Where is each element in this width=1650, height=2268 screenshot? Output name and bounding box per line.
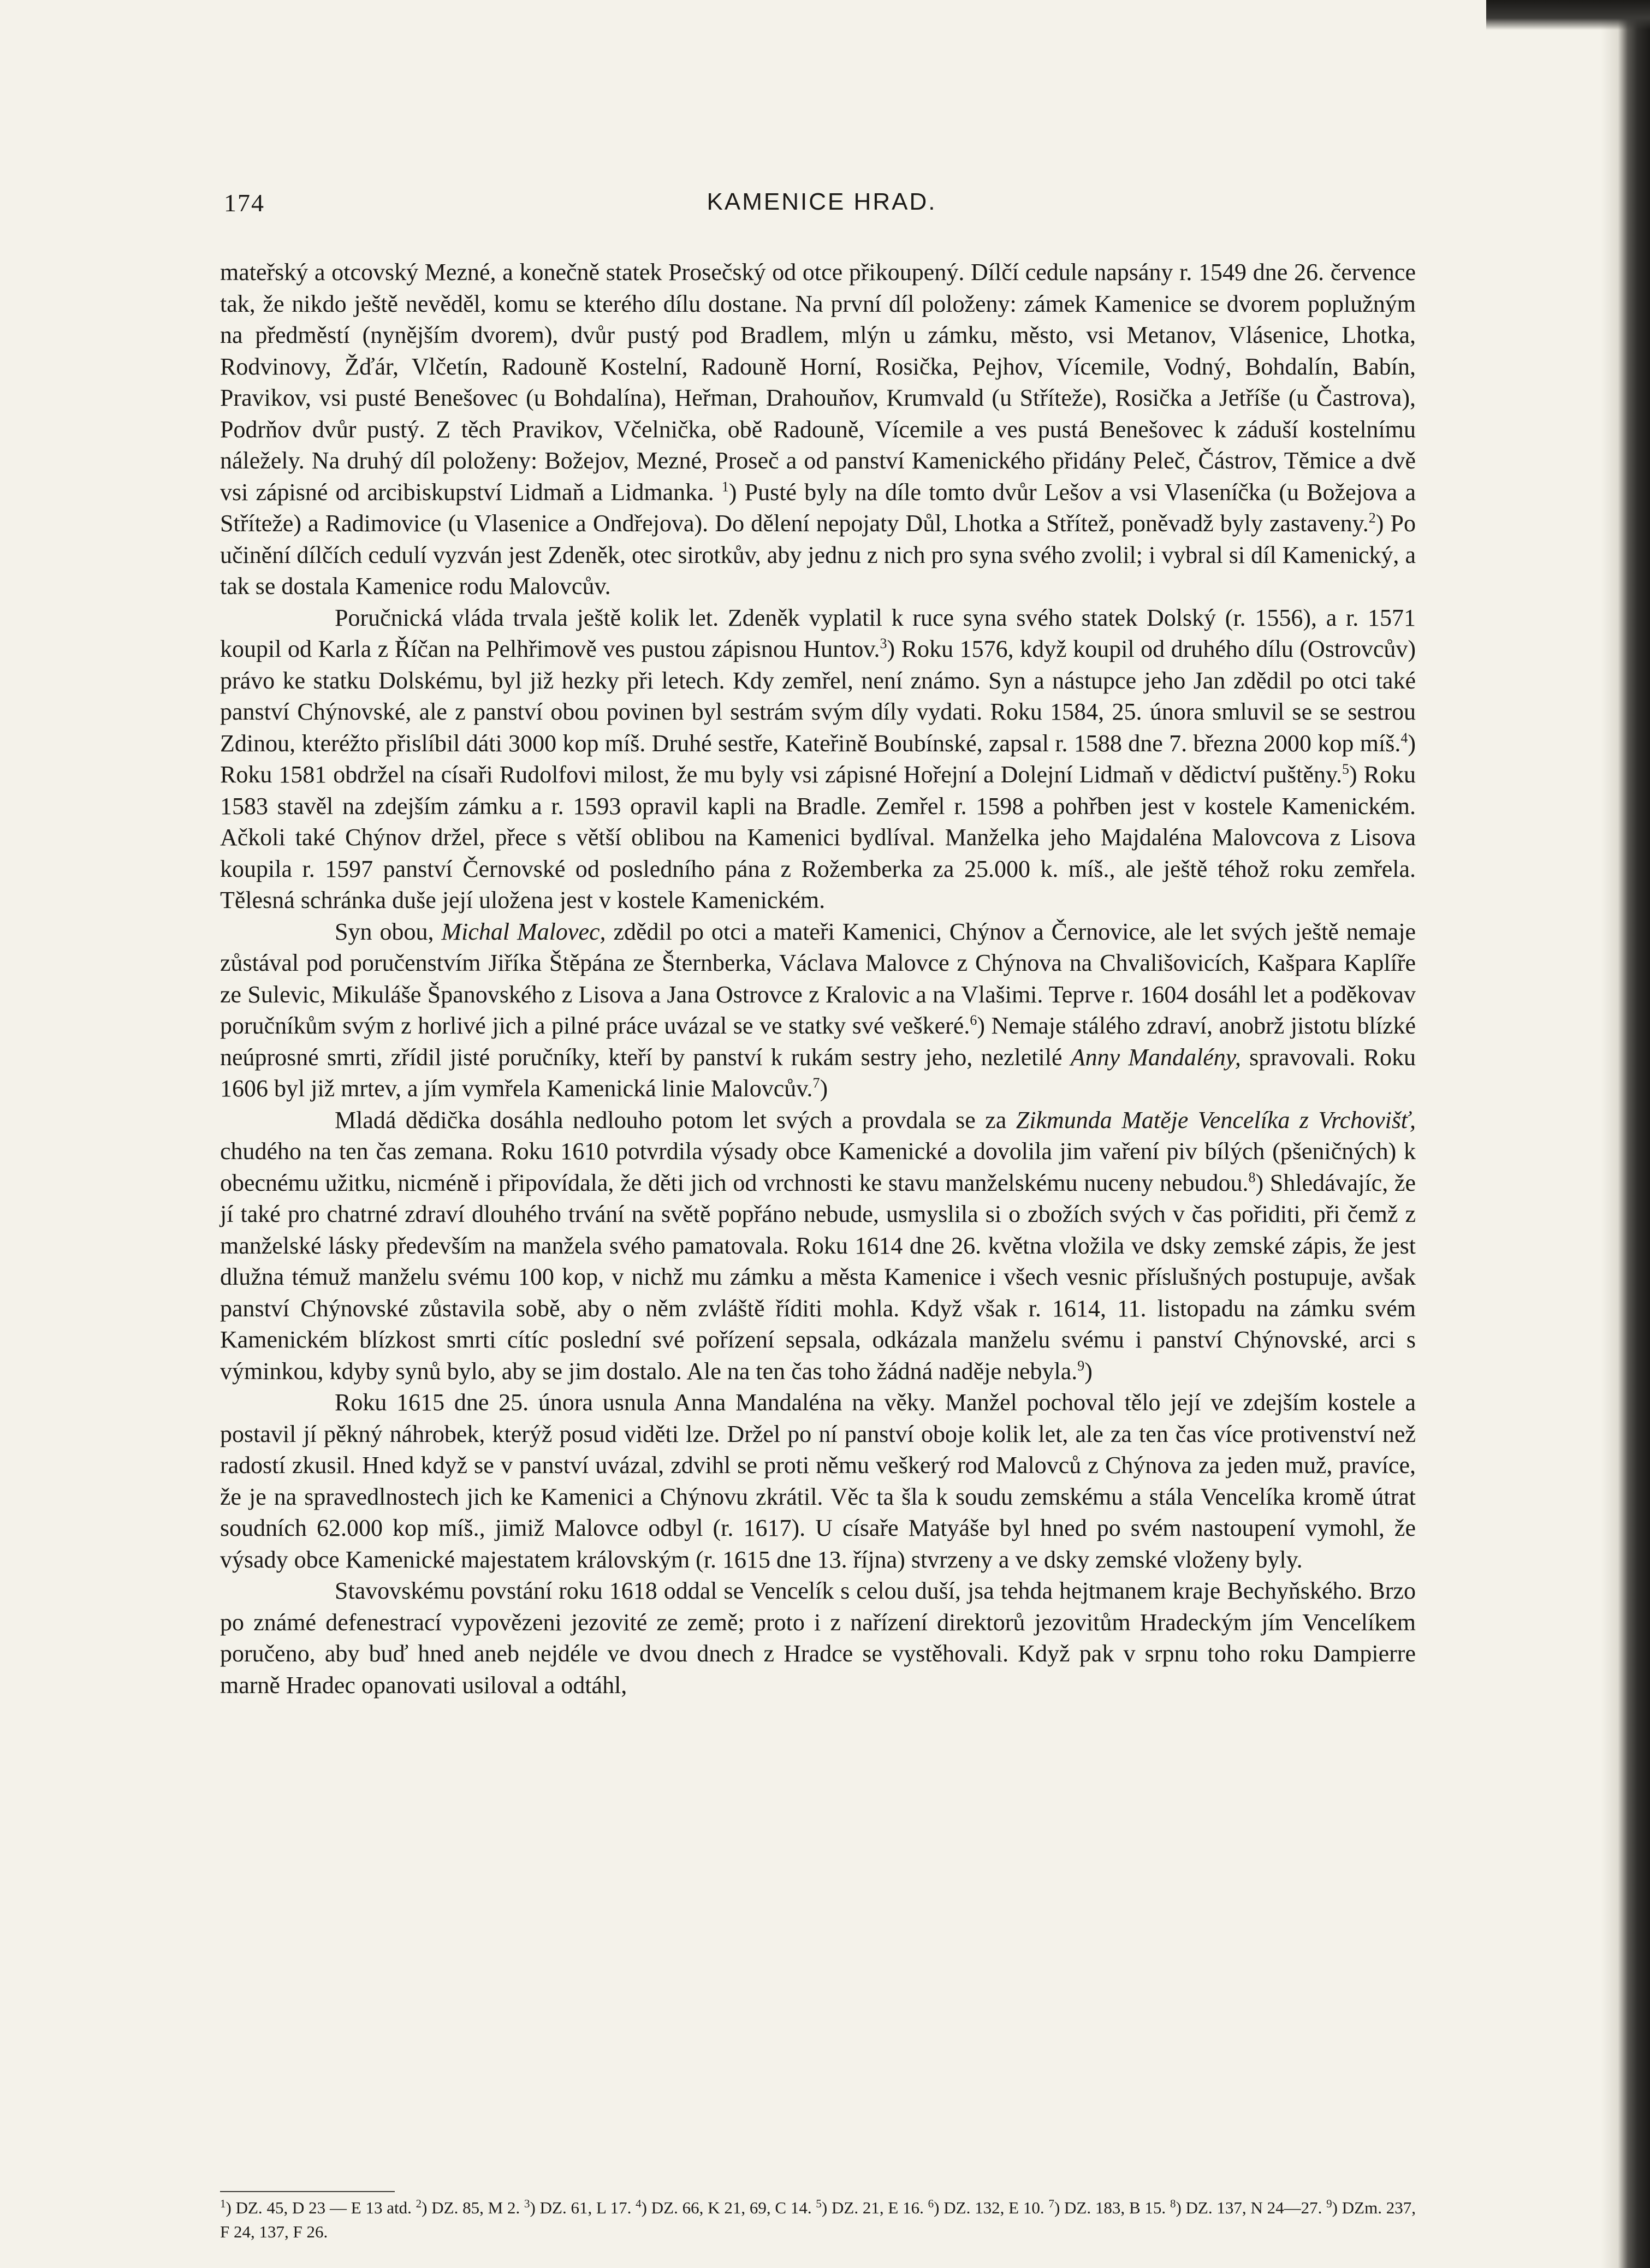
text-run: mateřský a otcovský Mezné, a konečně statek Prosečský od otce přikoupený. Dílčí cedule napsány r. 1549 dne 26. července tak, že nikdo ještě nevěděl, komu se kterého dílu dostane. Na první díl položeny: zámek Kamenice se dvorem poplužným na předměstí (nynějším dvorem), dvůr pustý pod Bradlem, mlýn u zámku, město, vsi Metanov, Vlásenice, Lhotka, Rodvinovy, Žďár, Vlčetín, Radouně Kostelní, Radouně Horní, Rosička, Pejhov, Vícemile, Vodný, Bohdalín, Babín, Pravikov, vsi pusté Benešovec (u Bohdalína), Heřman, Drahouňov, Krumvald (u Stříteže), Rosička a Jetříše (u Častrova), Podrňov dvůr pustý. Z těch Pravikov, Včelnička, obě Radouně, Vícemile a ves pustá Benešovec k záduší kostelnímu náležely. Na druhý díl položeny: Božejov, Mezné, Proseč a od panství Kamenického přidány Peleč, Částrov, Těmice a dvě vsi zápisné od arcibiskupství Lidmaň a Lidmanka.	[220, 259, 1416, 506]
page-header	[224, 188, 1420, 227]
footnote-marker: 7	[812, 1075, 820, 1091]
text-run: Poručnická vláda trvala ještě kolik let. Zdeněk vyplatil k ruce syna svého statek Dolský (r. 1556), a r. 1571 koupil od Karla z Říčan na Pelhřimově ves pustou zápisnou Huntov.	[220, 604, 1416, 662]
footnote-number: 4	[636, 2197, 642, 2210]
text-run: Roku 1615 dne 25. února usnula Anna Mandaléna na věky. Manžel pochoval tělo její ve zdejším kostele a postavil jí pěkný náhrobek, kterýž posud viděti lze. Držel po ní panství oboje kolik let, ale za ten čas více protivenství než radostí zkusil. Hned když se v panství uvázal, zdvihl se proti němu veškerý rod Malovců z Chýnova za jeden muž, pravíce, že je na spravedlnostech jich ke Kamenici a Chýnovu zkrátil. Věc ta šla k soudu zemskému a stála Vencelíka kromě útrat soudních 62.000 kop míš., jimiž Malovce odbyl (r. 1617). U císaře Matyáše byl hned po svém nastoupení vymohl, že výsady obce Kamenické majestatem královským (r. 1615 dne 13. října) stvrzeny a ve dsky zemské vloženy byly.	[220, 1389, 1416, 1573]
footnote-text: ) DZ. 66, K 21, 69, C 14.	[641, 2198, 816, 2217]
text-run: spravovali. Roku 1606 byl již mrtev, a jím vymřela Kamenická linie Malovcův.	[220, 1043, 1416, 1102]
text-run: chudého na ten čas zemana. Roku 1610 potvrdila výsady obce Kamenické a dovolila jim vaření piv bílých (pšeničných) k obecnému užitku, nicméně i připovídala, že děti jich od vrchnosti ke stavu manželskému nuceny nebudou.	[220, 1138, 1416, 1196]
paragraph	[220, 602, 1416, 916]
text-run: Mladá dědička dosáhla nedlouho potom let svých a provdala se za	[335, 1106, 1016, 1133]
text-run: ) Roku 1576, když koupil od druhého dílu (Ostrovcův) právo ke statku Dolskému, byl již hezky při letech. Kdy zemřel, není známo. Syn a nástupce jeho Jan zdědil po otci také panství Chýnovské, ale z panství obou povinen byl sestrám svým díly vydati. Roku 1584, 25. února smluvil se se sestrou Zdinou, kteréžto přislíbil dáti 3000 kop míš. Druhé sestře, Kateřině Boubínské, zapsal r. 1588 dne 7. března 2000 kop míš.	[220, 636, 1416, 757]
footnote-text: ) DZm. 237, F 24, 137, F 26.	[220, 2198, 1416, 2241]
page-edge-shadow	[1601, 0, 1650, 2268]
footnote-number: 2	[416, 2197, 422, 2210]
footnote	[928, 2198, 1049, 2217]
text-run: zdědil po otci a mateři Kamenici, Chýnov a Černovice, ale let svých ještě nemaje zůstával pod poručenstvím Jiříka Štěpána ze Šternberka, Václava Malovce z Chýnova na Chvališovicích, Kašpara Kaplíře ze Sulevic, Mikuláše Španovského z Lisova a Jana Ostrovce z Kralovic a na Vlašimi. Teprve r. 1604 dosáhl let a poděkovav poručníkům svým z horlivé jich a pilné práce uvázal se ve statky své veškeré.	[220, 918, 1416, 1039]
footnote	[816, 2198, 928, 2217]
footnote-number: 9	[1326, 2197, 1332, 2210]
footnote-text: ) DZ. 21, E 16.	[821, 2198, 928, 2217]
footnote-number: 5	[816, 2197, 822, 2210]
footnote-number: 6	[928, 2197, 934, 2210]
footnote-number: 7	[1048, 2197, 1054, 2210]
footnote-marker: 9	[1077, 1357, 1085, 1374]
footnote-text: ) DZ. 137, N 24—27.	[1176, 2198, 1327, 2217]
footnote-rule	[220, 2191, 395, 2192]
italic-name: Michal Malovec,	[441, 918, 606, 945]
footnote-marker: 1	[721, 478, 729, 495]
text-run: )	[820, 1075, 828, 1102]
page-number: 174	[224, 189, 265, 217]
text-run: ) Shledávajíc, že jí také pro chatrné zdraví dlouhého trvání na světě popřáno nebude, usmyslila si o zbožích svých v čas pořiditi, při čemž z manželské lásky především na manžela svého pamatovala. Roku 1614 dne 26. května vložila ve dsky zemské zápis, že jest dlužna témuž manželu svému 100 kop, v nichž mu zámku a města Kamenice i všech vesnic příslušných postupuje, avšak panství Chýnovské zůstavila sobě, aby o něm zvláště říditi mohla. Když však r. 1614, 11. listopadu na zámku svém Kamenickém blízkost smrti cítíc poslední své pořízení sepsala, odkázala manželu svému i panství Chýnovské, arci s výminkou, kdyby synů bylo, aby se jim dostalo. Ale na ten čas toho žádná naděje nebyla.	[220, 1169, 1416, 1385]
footnotes	[220, 2196, 1416, 2244]
text-run: Syn obou,	[335, 918, 442, 945]
footnote-marker: 4	[1400, 729, 1408, 746]
footnote	[1170, 2198, 1326, 2217]
body-text	[220, 257, 1416, 1701]
footnote	[524, 2198, 636, 2217]
footnote-marker: 8	[1248, 1169, 1256, 1185]
running-title: KAMENICE HRAD.	[707, 188, 937, 215]
text-run: )	[1084, 1357, 1093, 1385]
footnote	[636, 2198, 816, 2217]
text-run: ) Roku 1583 stavěl na zdejším zámku a r. 1593 opravil kapli na Bradle. Zemřel r. 1598 a pohřben jest v kostele Kamenickém. Ačkoli také Chýnov držel, přece s větší oblibou na Kamenici bydlíval. Manželka jeho Majdaléna Malovcova z Lisova koupila r. 1597 panství Černovské od posledního pána z Rožemberka za 25.000 k. míš., ale ještě téhož roku zemřela. Tělesná schránka duše její uložena jest v kostele Kamenickém.	[220, 761, 1416, 913]
footnote-marker: 2	[1368, 510, 1376, 526]
text-run: ) Pusté byly na díle tomto dvůr Lešov a vsi Vlaseníčka (u Božejova a Stříteže) a Radimovice (u Vlasenice a Ondřejova). Do dělení nepojaty Důl, Lhotka a Střítež, poněvadž byly zastaveny.	[220, 478, 1416, 537]
footnote-text: ) DZ. 132, E 10.	[934, 2198, 1049, 2217]
footnote-text: ) DZ. 61, L 17.	[530, 2198, 636, 2217]
paragraph	[220, 1387, 1416, 1575]
italic-name: Zikmunda Matěje Vencelíka z Vrchovišť,	[1016, 1106, 1416, 1133]
text-run: ) Nemaje stálého zdraví, anobrž jistotu blízké neúprosné smrti, zřídil jisté poručníky, kteří by panství k rukám sestry jeho, nezletilé	[220, 1012, 1416, 1071]
footnote	[220, 2198, 416, 2217]
paragraph	[220, 1105, 1416, 1387]
footnote-marker: 6	[970, 1012, 977, 1028]
paragraph	[220, 257, 1416, 602]
footnote-number: 8	[1170, 2197, 1176, 2210]
text-run: ) Po učinění dílčích cedulí vyzván jest Zdeněk, otec sirotkův, aby jednu z nich pro syna svého zvolil; i vybral si díl Kamenický, a tak se dostala Kamenice rodu Malovcův.	[220, 510, 1416, 599]
page-corner-shadow	[1486, 0, 1650, 30]
text-run: Stavovskému povstání roku 1618 oddal se Vencelík s celou duší, jsa tehda hejtmanem kraje Bechyňského. Brzo po známé defenestrací vypovězeni jezovité ze země; proto i z nařízení direktorů jezovitům Hradeckým jím Vencelíkem poručeno, aby buď hned aneb nejdéle ve dvou dnech z Hradce se vystěhovali. Když pak v srpnu toho roku Dampierre marně Hradec opanovati usiloval a odtáhl,	[220, 1577, 1416, 1699]
italic-name: Anny Mandalény,	[1070, 1043, 1241, 1071]
footnote	[416, 2198, 524, 2217]
footnote-text: ) DZ. 45, D 23 — E 13 atd.	[225, 2198, 416, 2217]
paragraph	[220, 916, 1416, 1105]
text-run: ) Roku 1581 obdržel na císaři Rudolfovi milost, že mu byly vsi zápisné Hořejní a Dolejní Lidmaň v dědictví puštěny.	[220, 729, 1416, 788]
footnote-number: 1	[220, 2197, 226, 2210]
footnote-marker: 3	[880, 636, 887, 651]
paragraph	[220, 1575, 1416, 1701]
footnote-text: ) DZ. 85, M 2.	[422, 2198, 525, 2217]
footnote-number: 3	[524, 2197, 530, 2210]
footnote-marker: 5	[1342, 761, 1350, 777]
footnote-text: ) DZ. 183, B 15.	[1054, 2198, 1170, 2217]
footnote	[1048, 2198, 1170, 2217]
